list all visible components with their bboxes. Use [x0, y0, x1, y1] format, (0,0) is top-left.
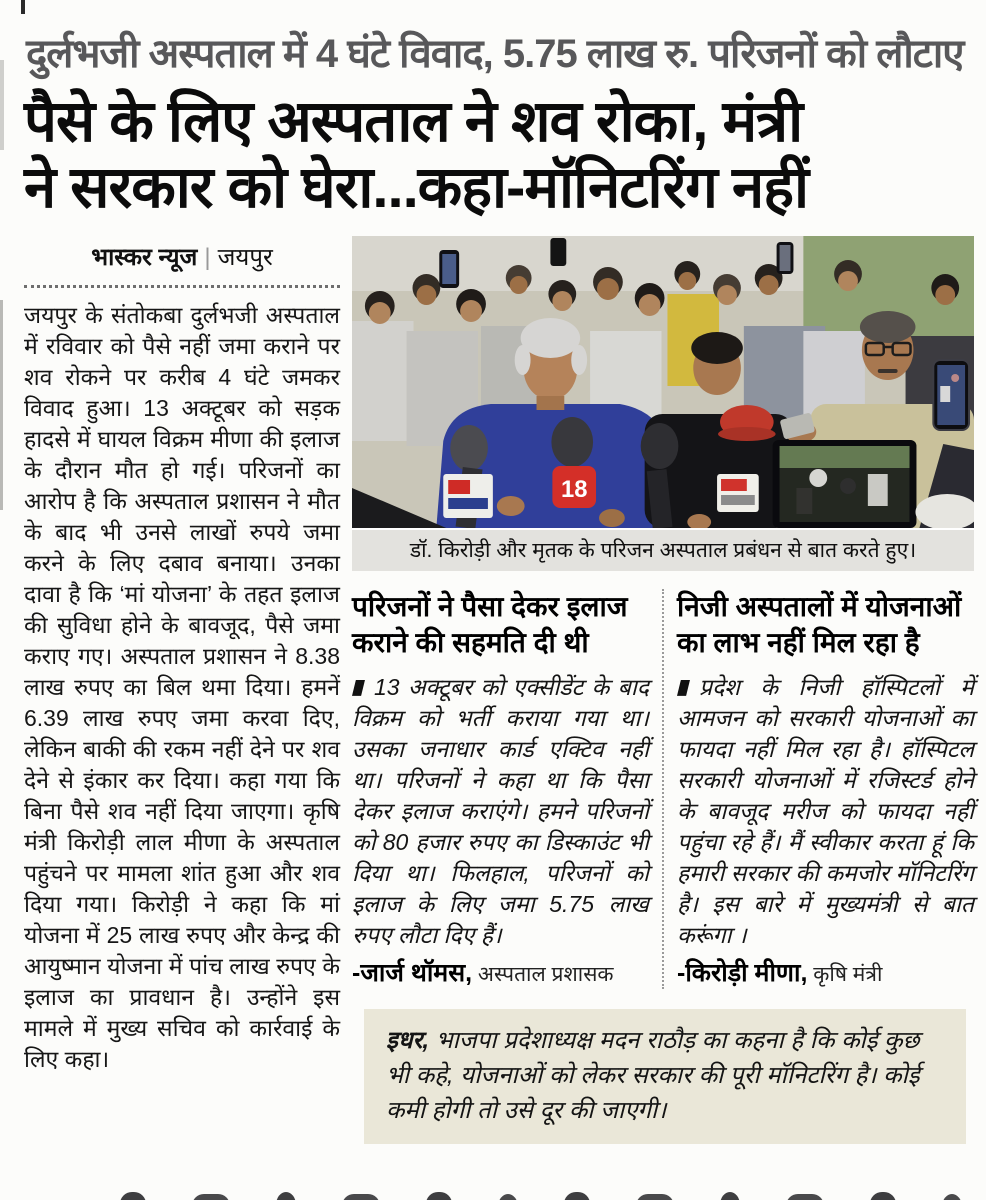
reaction-lead-word: इधर, — [386, 1026, 430, 1054]
photo-caption: डॉ. किरोड़ी और मृतक के परिजन अस्पताल प्रबंधन से बात करते हुए। — [352, 528, 974, 571]
lead-article-body: जयपुर के संतोकबा दुर्लभजी अस्पताल में रविवार को पैसे नहीं जमा कराने पर शव रोकने पर करीब 4 घंटे जमकर विवाद हुआ। 13 अक्टूबर को सड़क हादसे में घायल विक्रम मीणा की इलाज के दौरान मौत हो गई। परिजनों का आरोप है कि अस्पताल प्रशासन ने मौत के बाद भी उनसे लाखों रुपये जमा करने के लिए दबाव बनाया। उनका दावा है कि ‘मां योजना’ के तहत इलाज की सुविधा होने के बावजूद, पैसे जमा कराए गए। अस्पताल प्रशासन ने 8.38 लाख रुपए का बिल थमा दिया। हमनें 6.39 लाख रुपए जमा करवा दिए, लेकिन बाकी की रकम नहीं देने पर शव देने से इंकार कर दिया। कहा गया कि बिना पैसे शव नहीं दिया जाएगा। कृषि मंत्री किरोड़ी लाल मीणा के अस्पताल पहुंचने पर मामला शांत हुआ और शव दिया गया। किरोड़ी ने कहा कि मां योजना में 25 लाख रुपए और केन्द्र की आयुष्मान योजना में पांच लाख रुपए के इलाज का प्रावधान है। उन्होंने इस मामले में मुख्य सचिव को कार्रवाई के लिए कहा। — [24, 302, 340, 1073]
quote-flag-icon — [352, 680, 365, 696]
quote-left-attribution: -जार्ज थॉमस, अस्पताल प्रशासक — [352, 958, 614, 987]
reaction-body: भाजपा प्रदेशाध्यक्ष मदन राठौड़ का कहना है कि कोई कुछ भी कहे, योजनाओं को लेकर सरकार की पूरी मॉनिटरिंग है। कोई कमी होगी तो उसे दूर की जाएगी। — [386, 1026, 920, 1124]
main-headline — [24, 89, 968, 220]
byline-divider — [24, 285, 340, 288]
byline-location: जयपुर — [217, 244, 273, 272]
scan-edge-artifact — [0, 60, 4, 150]
quote-left-heading-line2: कराने की सहमति दी थी — [352, 627, 589, 659]
byline — [24, 240, 340, 273]
quote-right-heading-line1: निजी अस्पतालों में योजनाओं — [677, 591, 962, 623]
scan-edge-artifact — [21, 0, 25, 14]
quote-section-administrator — [352, 589, 662, 989]
reaction-box — [364, 1009, 966, 1144]
byline-source: भास्कर न्यूज — [91, 244, 198, 272]
byline-separator: | — [204, 244, 211, 272]
quote-right-body: प्रदेश के निजी हॉस्पिटलों में आमजन को सरकारी योजनाओं का फायदा नहीं मिल रहा है। हॉस्पिटल सरकारी योजनाओं में रजिस्टर्ड होने के बावजूद मरीज को फायदा नहीं पहुंचा रहे हैं। मैं स्वीकार करता हूं कि हमारी सरकार की कमजोर मॉनिटरिंग है। इस बारे में मुख्यमंत्री से बात करूंगा । — [677, 673, 974, 948]
lead-article-column — [24, 236, 340, 1144]
mic-badge-label: 18 — [560, 475, 588, 504]
quote-right-attribution: -किरोड़ी मीणा, कृषि मंत्री — [677, 958, 883, 987]
quote-right-heading-line2: का लाभ नहीं मिल रहा है — [677, 627, 920, 659]
scan-edge-artifact — [0, 300, 3, 510]
article-body-area — [0, 236, 986, 1144]
quote-left-heading — [352, 589, 649, 662]
cutoff-text-remnant — [0, 1189, 986, 1200]
headline-line1: पैसे के लिए अस्पताल ने शव रोका, मंत्री — [24, 89, 803, 154]
news-photo — [352, 236, 974, 571]
quotes-row — [352, 589, 974, 989]
kicker-headline: दुर्लभजी अस्पताल में 4 घंटे विवाद, 5.75 लाख रु. परिजनों को लौटाए — [26, 32, 964, 76]
quote-left-heading-line1: परिजनों ने पैसा देकर इलाज — [352, 591, 628, 623]
headline-line2: ने सरकार को घेरा...कहा-मॉनिटरिंग नहीं — [24, 154, 809, 220]
photo-and-quotes-area — [340, 236, 974, 1144]
quote-flag-icon — [677, 680, 690, 696]
quote-left-body: 13 अक्टूबर को एक्सीडेंट के बाद विक्रम को भर्ती कराया गया था। उसका जनाधार कार्ड एक्टिव नहीं था। परिजनों ने कहा था कि पैसा देकर इलाज कराएंगे। हमने परिजनों को 80 हजार रुपए का डिस्काउंट भी दिया था। फिलहाल, परिजनों को इलाज के लिए जमा 5.75 लाख रुपए लौटा दिए हैं। — [352, 673, 649, 948]
quote-right-heading — [677, 589, 974, 662]
photo-illustration — [352, 236, 974, 528]
filming-phone-screen — [773, 440, 917, 528]
quote-section-minister — [664, 589, 974, 989]
